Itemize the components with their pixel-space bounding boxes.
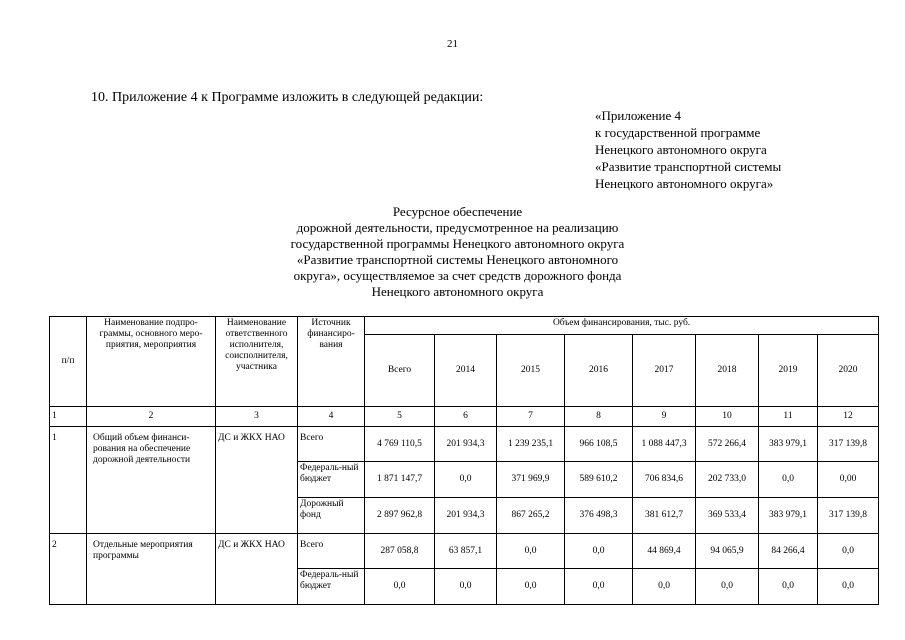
row-source: Федераль-ный бюджет xyxy=(298,569,365,605)
row-source: Всего xyxy=(298,427,365,462)
table-cell: 317 139,8 xyxy=(818,498,879,534)
header-year: 2016 xyxy=(565,335,633,407)
table-cell: 287 058,8 xyxy=(365,534,435,569)
table-cell: 0,00 xyxy=(818,462,879,498)
table-cell: 201 934,3 xyxy=(435,498,497,534)
header-year: 2019 xyxy=(759,335,818,407)
column-number: 4 xyxy=(298,407,365,427)
header-name: Наименование подпро-граммы, основного меро-приятия, мероприятия xyxy=(87,317,216,407)
table-cell: 0,0 xyxy=(565,569,633,605)
funding-table xyxy=(49,316,879,605)
table-cell: 589 610,2 xyxy=(565,462,633,498)
column-number: 6 xyxy=(435,407,497,427)
appendix-line: Ненецкого автономного округа» xyxy=(595,176,774,191)
title-line: дорожной деятельности, предусмотренное на реализацию xyxy=(296,220,619,235)
header-volume: Объем финансирования, тыс. руб. xyxy=(365,317,879,335)
row-name: Общий объем финанси-рования на обеспечение дорожной деятельности xyxy=(87,427,216,534)
table-cell: 966 108,5 xyxy=(565,427,633,462)
title-line: округа», осуществляемое за счет средств дорожного фонда xyxy=(293,268,622,283)
header-year: 2015 xyxy=(497,335,565,407)
table-cell: 383 979,1 xyxy=(759,427,818,462)
appendix-line: к государственной программе xyxy=(595,125,761,140)
header-year: 2018 xyxy=(696,335,759,407)
header-num: п/п xyxy=(50,317,87,407)
document-title xyxy=(240,204,675,300)
table-cell: 63 857,1 xyxy=(435,534,497,569)
row-name: Отдельные мероприятия программы xyxy=(87,534,216,605)
row-source: Всего xyxy=(298,534,365,569)
table-cell: 706 834,6 xyxy=(633,462,696,498)
row-responsible: ДС и ЖКХ НАО xyxy=(216,534,298,605)
row-source: Федераль-ный бюджет xyxy=(298,462,365,498)
table-cell: 867 265,2 xyxy=(497,498,565,534)
header-year: Всего xyxy=(365,335,435,407)
column-number: 9 xyxy=(633,407,696,427)
table-cell: 202 733,0 xyxy=(696,462,759,498)
table-cell: 94 065,9 xyxy=(696,534,759,569)
title-line: Ненецкого автономного округа xyxy=(371,284,544,299)
table-cell: 4 769 110,5 xyxy=(365,427,435,462)
table-cell: 0,0 xyxy=(435,569,497,605)
table-cell: 371 969,9 xyxy=(497,462,565,498)
table-cell: 0,0 xyxy=(633,569,696,605)
table-cell: 572 266,4 xyxy=(696,427,759,462)
appendix-line: «Развитие транспортной системы xyxy=(595,159,782,174)
table-cell: 0,0 xyxy=(565,534,633,569)
appendix-heading xyxy=(595,107,781,192)
column-number: 12 xyxy=(818,407,879,427)
intro-text: 10. Приложение 4 к Программе изложить в следующей редакции: xyxy=(91,90,484,105)
table-row xyxy=(50,427,879,462)
header-responsible: Наименование ответственного исполнителя, соисполнителя, участника xyxy=(216,317,298,407)
table-row xyxy=(50,534,879,569)
table-cell: 1 871 147,7 xyxy=(365,462,435,498)
table-cell: 44 869,4 xyxy=(633,534,696,569)
table-cell: 1 088 447,3 xyxy=(633,427,696,462)
column-number: 2 xyxy=(87,407,216,427)
title-line: государственной программы Ненецкого автономного округа xyxy=(290,236,625,251)
title-line: Ресурсное обеспечение xyxy=(392,204,523,219)
column-number: 10 xyxy=(696,407,759,427)
table-cell: 0,0 xyxy=(696,569,759,605)
table-cell: 0,0 xyxy=(497,569,565,605)
table-cell: 0,0 xyxy=(365,569,435,605)
row-source: Дорожный фонд xyxy=(298,498,365,534)
table-cell: 84 266,4 xyxy=(759,534,818,569)
header-year: 2017 xyxy=(633,335,696,407)
title-line: «Развитие транспортной системы Ненецкого автономного xyxy=(296,252,619,267)
table-cell: 317 139,8 xyxy=(818,427,879,462)
column-number: 5 xyxy=(365,407,435,427)
table-cell: 0,0 xyxy=(759,569,818,605)
table-cell: 381 612,7 xyxy=(633,498,696,534)
column-number-row xyxy=(50,407,879,427)
table-cell: 376 498,3 xyxy=(565,498,633,534)
table-cell: 2 897 962,8 xyxy=(365,498,435,534)
table-cell: 1 239 235,1 xyxy=(497,427,565,462)
page-number: 21 xyxy=(447,38,458,50)
column-number: 11 xyxy=(759,407,818,427)
header-source: Источник финансиро-вания xyxy=(298,317,365,407)
row-num: 1 xyxy=(50,427,87,534)
table-cell: 0,0 xyxy=(818,569,879,605)
row-num: 2 xyxy=(50,534,87,605)
appendix-line: Ненецкого автономного округа xyxy=(595,142,767,157)
header-year: 2014 xyxy=(435,335,497,407)
appendix-line: «Приложение 4 xyxy=(595,108,682,123)
table-cell: 0,0 xyxy=(759,462,818,498)
table-cell: 0,0 xyxy=(818,534,879,569)
row-responsible: ДС и ЖКХ НАО xyxy=(216,427,298,534)
table-cell: 201 934,3 xyxy=(435,427,497,462)
column-number: 3 xyxy=(216,407,298,427)
table-cell: 369 533,4 xyxy=(696,498,759,534)
header-year: 2020 xyxy=(818,335,879,407)
table-cell: 383 979,1 xyxy=(759,498,818,534)
table-cell: 0,0 xyxy=(435,462,497,498)
column-number: 7 xyxy=(497,407,565,427)
column-number: 1 xyxy=(50,407,87,427)
table-cell: 0,0 xyxy=(497,534,565,569)
column-number: 8 xyxy=(565,407,633,427)
